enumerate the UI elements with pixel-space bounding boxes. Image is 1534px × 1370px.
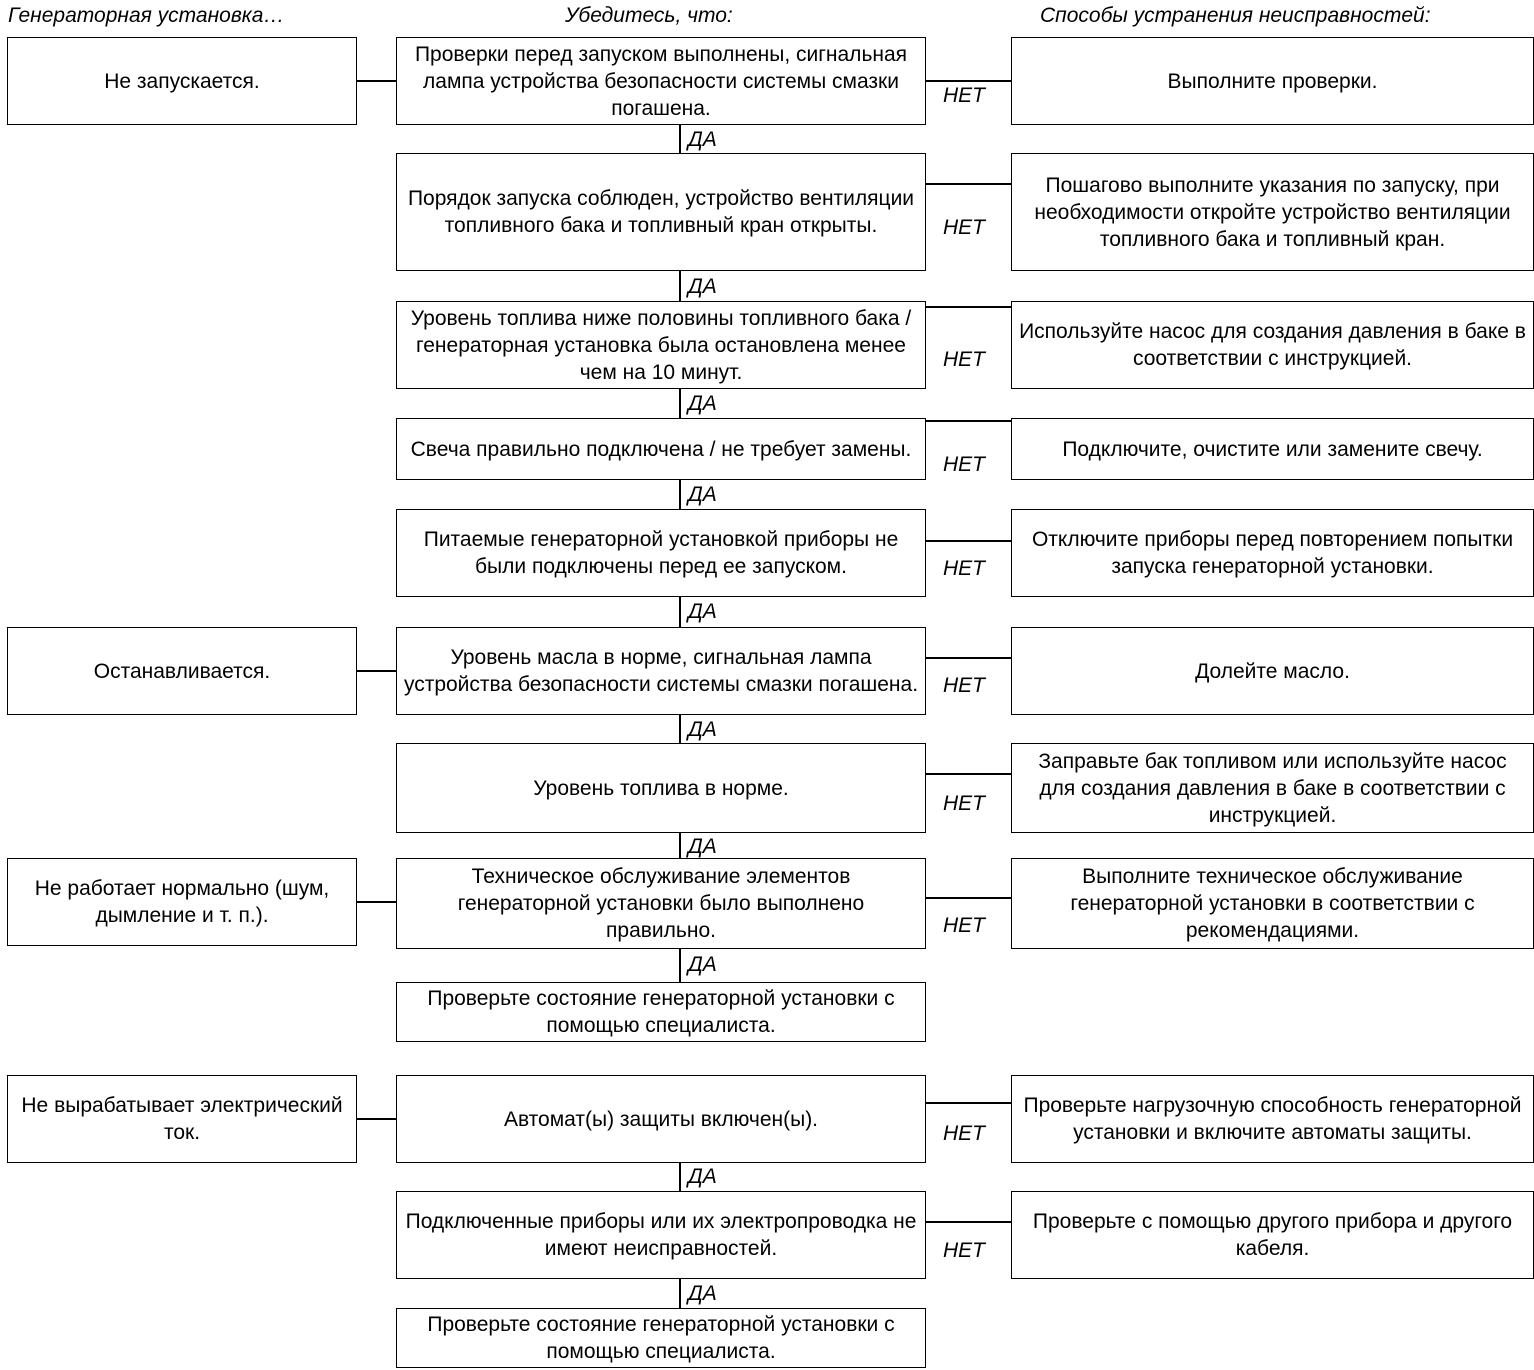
- yes-label: ДА: [688, 718, 717, 741]
- header-check: Убедитесь, что:: [565, 4, 733, 27]
- check-box: Питаемые генераторной установкой приборы не были подключены перед ее запуском.: [396, 509, 926, 597]
- connector-line: [679, 949, 681, 982]
- connector-line: [679, 271, 681, 301]
- check-box: Проверки перед запуском выполнены, сигнальная лампа устройства безопасности системы смазки погашена.: [396, 37, 926, 125]
- no-label: НЕТ: [943, 348, 985, 371]
- yes-label: ДА: [688, 392, 717, 415]
- yes-label: ДА: [688, 1282, 717, 1305]
- check-box: Уровень топлива в норме.: [396, 743, 926, 833]
- remedy-box: Выполните техническое обслуживание генераторной установки в соответствии с рекомендациями.: [1011, 858, 1534, 949]
- check-box: Техническое обслуживание элементов генераторной установки было выполнено правильно.: [396, 858, 926, 949]
- connector-line: [679, 597, 681, 627]
- connector-line: [926, 1221, 1012, 1223]
- connector-line: [357, 1118, 397, 1120]
- connector-line: [926, 657, 1012, 659]
- remedy-box: Пошагово выполните указания по запуску, при необходимости откройте устройство вентиляции топливного бака и топливный кран.: [1011, 153, 1534, 271]
- connector-line: [679, 125, 681, 153]
- connector-line: [679, 389, 681, 418]
- remedy-box: Выполните проверки.: [1011, 37, 1534, 125]
- connector-line: [926, 183, 1012, 185]
- yes-label: ДА: [688, 128, 717, 151]
- remedy-box: Отключите приборы перед повторением попытки запуска генераторной установки.: [1011, 509, 1534, 597]
- no-label: НЕТ: [943, 84, 985, 107]
- connector-line: [926, 420, 1012, 422]
- check-box: Свеча правильно подключена / не требует замены.: [396, 418, 926, 480]
- no-label: НЕТ: [943, 792, 985, 815]
- connector-line: [679, 1163, 681, 1191]
- connector-line: [679, 833, 681, 858]
- no-label: НЕТ: [943, 1122, 985, 1145]
- no-label: НЕТ: [943, 914, 985, 937]
- check-box-final: Проверьте состояние генераторной установки с помощью специалиста.: [396, 1308, 926, 1368]
- symptom-box: Останавливается.: [7, 627, 357, 715]
- connector-line: [679, 715, 681, 743]
- symptom-box: Не вырабатывает электрический ток.: [7, 1075, 357, 1163]
- yes-label: ДА: [688, 1165, 717, 1188]
- check-box: Автомат(ы) защиты включен(ы).: [396, 1075, 926, 1163]
- remedy-box: Заправьте бак топливом или используйте насос для создания давления в баке в соответствии с инструкцией.: [1011, 743, 1534, 833]
- remedy-box: Используйте насос для создания давления в баке в соответствии с инструкцией.: [1011, 301, 1534, 389]
- connector-line: [926, 773, 1012, 775]
- connector-line: [679, 480, 681, 509]
- remedy-box: Проверьте с помощью другого прибора и другого кабеля.: [1011, 1191, 1534, 1279]
- no-label: НЕТ: [943, 1239, 985, 1262]
- yes-label: ДА: [688, 275, 717, 298]
- no-label: НЕТ: [943, 453, 985, 476]
- connector-line: [357, 670, 397, 672]
- connector-line: [926, 540, 1012, 542]
- yes-label: ДА: [688, 483, 717, 506]
- check-box: Порядок запуска соблюден, устройство вентиляции топливного бака и топливный кран открыты.: [396, 153, 926, 271]
- yes-label: ДА: [688, 835, 717, 858]
- header-remedy: Способы устранения неисправностей:: [1040, 4, 1431, 27]
- remedy-box: Долейте масло.: [1011, 627, 1534, 715]
- check-box: Подключенные приборы или их электропроводка не имеют неисправностей.: [396, 1191, 926, 1279]
- symptom-box: Не запускается.: [7, 37, 357, 125]
- remedy-box: Проверьте нагрузочную способность генераторной установки и включите автоматы защиты.: [1011, 1075, 1534, 1163]
- no-label: НЕТ: [943, 557, 985, 580]
- connector-line: [926, 80, 1012, 82]
- connector-line: [926, 1102, 1012, 1104]
- remedy-box: Подключите, очистите или замените свечу.: [1011, 418, 1534, 480]
- yes-label: ДА: [688, 600, 717, 623]
- check-box: Уровень топлива ниже половины топливного бака / генераторная установка была остановлена менее чем на 10 минут.: [396, 301, 926, 389]
- check-box: Уровень масла в норме, сигнальная лампа устройства безопасности системы смазки погашена.: [396, 627, 926, 715]
- no-label: НЕТ: [943, 216, 985, 239]
- connector-line: [926, 897, 1012, 899]
- header-symptom: Генераторная установка…: [8, 4, 285, 27]
- connector-line: [926, 306, 1012, 308]
- connector-line: [357, 901, 397, 903]
- yes-label: ДА: [688, 953, 717, 976]
- connector-line: [357, 80, 397, 82]
- check-box-final: Проверьте состояние генераторной установки с помощью специалиста.: [396, 982, 926, 1042]
- no-label: НЕТ: [943, 674, 985, 697]
- connector-line: [679, 1279, 681, 1308]
- symptom-box: Не работает нормально (шум, дымление и т. п.).: [7, 858, 357, 946]
